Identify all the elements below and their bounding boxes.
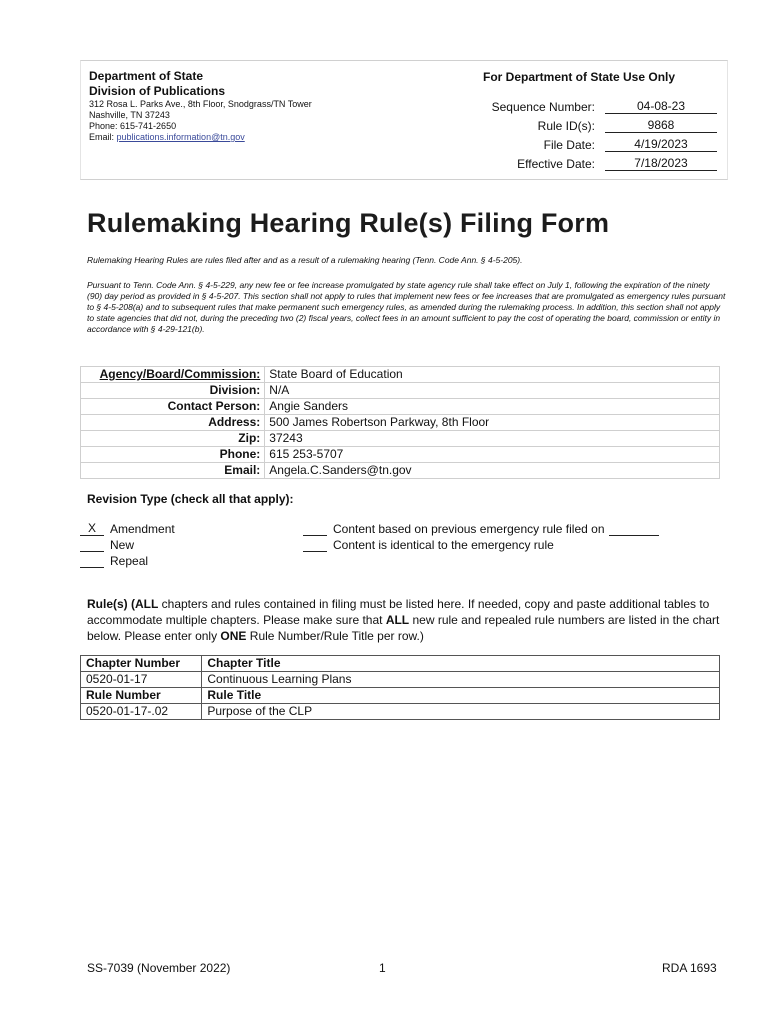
new-check[interactable] [80, 551, 104, 552]
revision-type-title: Revision Type (check all that apply): [87, 492, 294, 506]
agency-phone: Phone: 615-741-2650 [89, 121, 177, 131]
contact-row-division [81, 383, 720, 399]
rule-id-row [465, 114, 717, 133]
agency-label: Agency/Board/Commission: [81, 367, 265, 383]
revision-left-options [80, 520, 175, 568]
sequence-number-value: 04-08-23 [605, 99, 717, 114]
chapter-title-header: Chapter Title [202, 656, 720, 672]
phone-value[interactable]: 615 253-5707 [265, 447, 720, 463]
agency-name: Department of State [89, 69, 204, 83]
new-label: New [110, 538, 135, 552]
email-value[interactable]: Angela.C.Sanders@tn.gov [265, 463, 720, 479]
contact-table [80, 366, 720, 479]
emergency-based-label: Content based on previous emergency rule filed on [333, 522, 605, 536]
statute-note: Pursuant to Tenn. Code Ann. § 4-5-229, any new fee or fee increase promulgated by state agency rule shall take effect on July 1, following the expiration of the ninety (90) day period as provided in § 4-5-207. This section shall not apply to rules that implement new fees or fee increases that are promulgated as emergency rules pursuant to § 4-5-208(a) and to subsequent rules that make permanent such emergency rules, as amended during the rulemaking process. In addition, this section shall not apply to state agencies that did not, during the preceding two (2) fiscal years, collect fees in an amount sufficient to pay the cost of operating the board, commission or entity in accordance with § 4-29-121(b). [87, 280, 726, 334]
chapter-header-row [81, 656, 720, 672]
zip-value[interactable]: 37243 [265, 431, 720, 447]
header-box [80, 60, 728, 180]
contact-row-person [81, 399, 720, 415]
rules-instr-part6: ONE [220, 629, 247, 643]
rule-title-cell[interactable]: Purpose of the CLP [202, 704, 720, 720]
contact-row-email [81, 463, 720, 479]
effective-date-row [465, 152, 717, 171]
rules-instructions [87, 596, 722, 644]
agency-value[interactable]: State Board of Education [265, 367, 720, 383]
emergency-identical-label: Content is identical to the emergency rule [333, 538, 554, 552]
subtitle-note: Rulemaking Hearing Rules are rules filed after and as a result of a rulemaking hearing (Tenn. Code Ann. § 4-5-205). [87, 255, 523, 265]
contact-row-address [81, 415, 720, 431]
revision-option-new[interactable] [80, 536, 175, 552]
contact-person-value[interactable]: Angie Sanders [265, 399, 720, 415]
division-label: Division: [81, 383, 265, 399]
emergency-date-field[interactable] [609, 523, 659, 536]
email-label: Email: [81, 463, 265, 479]
amendment-check[interactable]: X [80, 522, 104, 536]
file-date-label: File Date: [543, 138, 595, 152]
rules-instr-part4: ALL [385, 613, 410, 627]
use-only-fields [465, 95, 717, 171]
form-title: Rulemaking Hearing Rule(s) Filing Form [87, 208, 610, 238]
footer-form-id: SS-7039 (November 2022) [87, 961, 231, 975]
rules-instr-part7: Rule Number/Rule Title per row.) [246, 629, 424, 643]
sequence-number-label: Sequence Number: [491, 100, 595, 114]
rules-instr-part2: ALL [135, 597, 159, 611]
revision-option-emergency-identical[interactable] [303, 536, 659, 552]
agency-block [89, 69, 312, 143]
revision-option-repeal[interactable] [80, 552, 175, 568]
rules-instr-part3: chapters and rules contained in filing must be listed here. If needed, copy and paste additional tables to accommodate multiple chapters. Please make sure that [87, 597, 710, 627]
agency-city: Nashville, TN 37243 [89, 110, 170, 120]
contact-person-label: Contact Person: [81, 399, 265, 415]
rule-number-header: Rule Number [81, 688, 202, 704]
agency-address: 312 Rosa L. Parks Ave., 8th Floor, Snodgrass/TN Tower [89, 99, 312, 109]
rule-number-cell[interactable]: 0520-01-17-.02 [81, 704, 202, 720]
chapter-row [81, 672, 720, 688]
chapter-number-header: Chapter Number [81, 656, 202, 672]
footer-page-number: 1 [379, 961, 386, 975]
agency-email-link[interactable]: publications.information@tn.gov [116, 132, 245, 142]
division-value[interactable]: N/A [265, 383, 720, 399]
rule-row [81, 704, 720, 720]
rules-instr-part1: Rule(s) ( [87, 597, 135, 611]
emergency-based-check[interactable] [303, 535, 327, 536]
revision-option-emergency-based[interactable] [303, 520, 659, 536]
zip-label: Zip: [81, 431, 265, 447]
effective-date-label: Effective Date: [517, 157, 595, 171]
repeal-check[interactable] [80, 567, 104, 568]
rules-instr-part5: new rule and repealed rule numbers are listed in the chart below. Please enter only [87, 613, 720, 643]
chapter-number-cell[interactable]: 0520-01-17 [81, 672, 202, 688]
chapter-title-cell[interactable]: Continuous Learning Plans [202, 672, 720, 688]
agency-email-label: Email: [89, 132, 117, 142]
rule-id-value: 9868 [605, 118, 717, 133]
footer-rda: RDA 1693 [662, 961, 717, 975]
file-date-value: 4/19/2023 [605, 137, 717, 152]
emergency-identical-check[interactable] [303, 551, 327, 552]
contact-row-zip [81, 431, 720, 447]
agency-email-line [89, 132, 312, 143]
contact-row-agency [81, 367, 720, 383]
effective-date-value: 7/18/2023 [605, 156, 717, 171]
revision-option-amendment[interactable] [80, 520, 175, 536]
address-label: Address: [81, 415, 265, 431]
rule-header-row [81, 688, 720, 704]
rules-table [80, 655, 720, 720]
phone-label: Phone: [81, 447, 265, 463]
sequence-number-row [465, 95, 717, 114]
rule-id-label: Rule ID(s): [537, 119, 595, 133]
file-date-row [465, 133, 717, 152]
use-only-title: For Department of State Use Only [483, 70, 676, 84]
agency-division: Division of Publications [89, 84, 226, 98]
amendment-label: Amendment [110, 522, 175, 536]
contact-row-phone [81, 447, 720, 463]
address-value[interactable]: 500 James Robertson Parkway, 8th Floor [265, 415, 720, 431]
rule-title-header: Rule Title [202, 688, 720, 704]
revision-right-options [303, 520, 659, 552]
repeal-label: Repeal [110, 554, 149, 568]
